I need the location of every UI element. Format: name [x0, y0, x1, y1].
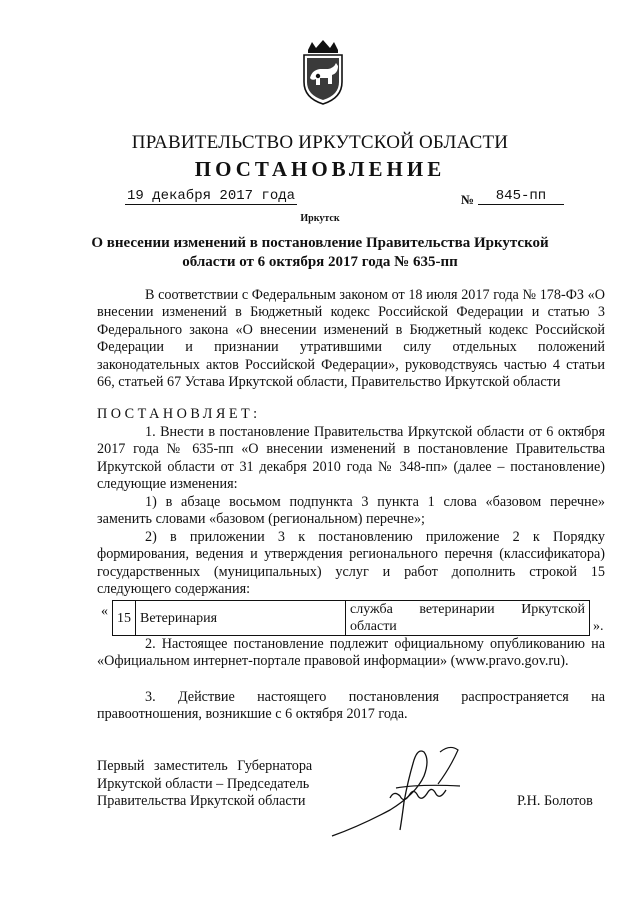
document-date-value: 19 декабря 2017 года — [127, 188, 296, 204]
resolves-heading: ПОСТАНОВЛЯЕТ: — [97, 406, 261, 422]
number-sign: № — [461, 192, 475, 207]
signatory-position — [97, 758, 312, 811]
organization-name: ПРАВИТЕЛЬСТВО ИРКУТСКОЙ ОБЛАСТИ — [131, 132, 509, 153]
document-title — [0, 234, 640, 272]
table-cell-body: служба ветеринарии Иркутской области — [346, 601, 590, 636]
document-title-line-1: О внесении изменений в постановление Правительства Иркутской — [91, 235, 549, 251]
signatory-position-line-1: Первый заместитель Губернатора — [97, 758, 313, 774]
table-cell-number: 15 — [113, 601, 136, 636]
document-type: ПОСТАНОВЛЕНИЕ — [194, 157, 446, 181]
table-cell-name: Ветеринария — [136, 601, 346, 636]
item-1-paragraph: 1. Внести в постановление Правительства Иркутской области от 6 октября 2017 года № 635-пп «О внесении изменений в постановление Правительства Иркутской области от 31 декабря 2010 года № 348-пп» (далее – постановление) следующие изменения: — [97, 424, 605, 493]
table-quote-open: « — [101, 604, 108, 619]
city-name: Иркутск — [300, 213, 340, 224]
table-quote-close: ». — [593, 619, 604, 634]
item-2-paragraph: 2. Настоящее постановление подлежит официальному опубликованию на «Официальном интернет-портале правовой информации» (www.pravo.gov.ru). — [97, 636, 605, 670]
item-1-subitem-2: 2) в приложении 3 к постановлению приложение 2 к Порядку формирования, ведения и утверждения регионального перечня (классификатора) государственных (муниципальных) услуг и работ дополнить строкой 15 следующего содержания: — [97, 529, 605, 598]
signatory-position-line-2: Иркутской области – Председатель — [97, 775, 310, 792]
coat-of-arms-icon — [298, 38, 348, 106]
document-number: 845-пп — [478, 188, 564, 205]
table-row — [113, 601, 590, 636]
document-title-line-2: области от 6 октября 2017 года № 635-пп — [182, 254, 458, 270]
handwritten-signature-icon — [320, 738, 480, 848]
item-3-paragraph: 3. Действие настоящего постановления распространяется на правоотношения, возникшие с 6 октября 2017 года. — [97, 689, 605, 723]
signatory-position-line-3: Правительства Иркутской области — [97, 793, 306, 809]
item-1-subitem-1: 1) в абзаце восьмом подпункта 3 пункта 1 слова «базовом перечне» заменить словами «базовом (региональном) перечне»; — [97, 494, 605, 528]
document-date — [125, 188, 297, 205]
signatory-name: Р.Н. Болотов — [517, 793, 593, 809]
inserted-row-table — [112, 600, 590, 636]
preamble-paragraph: В соответствии с Федеральным законом от 18 июля 2017 года № 178-ФЗ «О внесении изменений в Бюджетный кодекс Российской Федерации и статью 3 Федерального закона «О внесении изменений в Бюджетный кодекс Российской Федерации и признании утратившими силу отдельных положений законодательных актов Российской Федерации», руководствуясь частью 4 статьи 66, статьей 67 Устава Иркутской области, Правительство Иркутской области — [97, 287, 605, 391]
